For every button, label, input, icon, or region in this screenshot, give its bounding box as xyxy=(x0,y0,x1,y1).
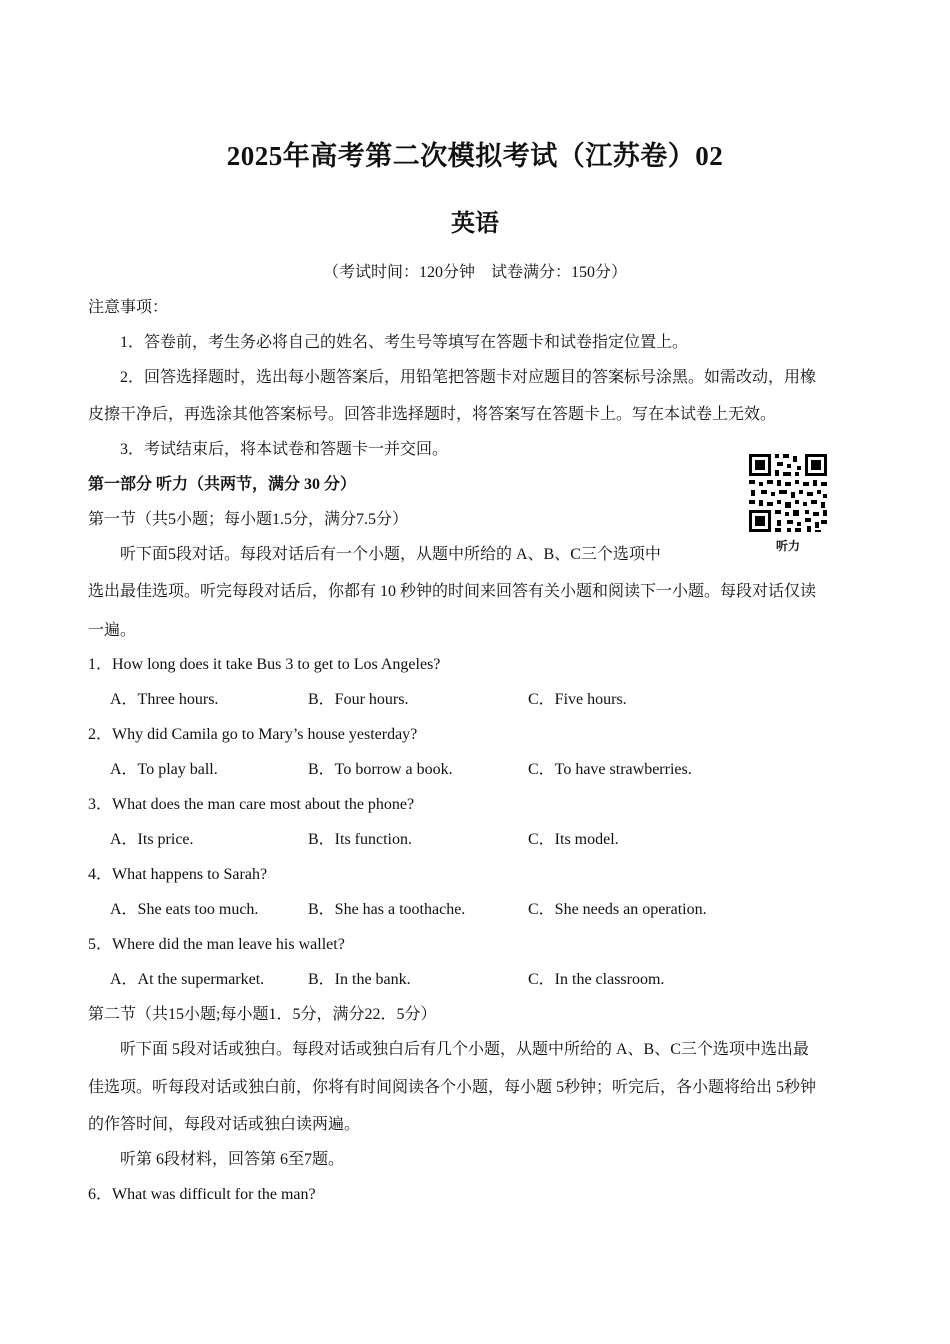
section2-intro-line-3: 的作答时间，每段对话或独白读两遍。 xyxy=(88,1116,361,1133)
option-c: C．To have strawberries. xyxy=(528,761,692,778)
question-stem: 3．What does the man care most about the phone? xyxy=(88,796,415,813)
qr-code-label: 听力 xyxy=(775,539,800,553)
section2-heading: 第二节（共15小题;每小题1．5分，满分22．5分） xyxy=(88,1006,437,1023)
section2-intro-line-2: 佳选项。听每段对话或独白前，你将有时间阅读各个小题，每小题 5秒钟；听完后，各小题将给出 5秒钟 xyxy=(88,1079,817,1096)
notes-heading: 注意事项： xyxy=(88,299,169,316)
part1-heading: 第一部分 听力（共两节，满分 30 分） xyxy=(88,476,357,493)
section1-intro-line-2: 选出最佳选项。听完每段对话后，你都有 10 秒钟的时间来回答有关小题和阅读下一小题。每段对话仅读 xyxy=(88,583,817,600)
option-a: A．At the supermarket. xyxy=(110,971,265,988)
section1-intro-line-1: 听下面5段对话。每段对话后有一个小题，从题中所给的 A、B、C三个选项中 xyxy=(120,546,661,563)
notes-item-1: 1．答卷前，考生务必将自己的姓名、考生号等填写在答题卡和试卷指定位置上。 xyxy=(120,334,689,351)
section2-intro-line-1: 听下面 5段对话或独白。每段对话或独白后有几个小题，从题中所给的 A、B、C三个选项中选出最 xyxy=(120,1041,809,1058)
material-instruction: 听第 6段材料，回答第 6至7题。 xyxy=(120,1151,345,1168)
option-b: B．To borrow a book. xyxy=(308,761,453,778)
question-stem: 5．Where did the man leave his wallet? xyxy=(88,936,345,953)
question-stem: 6．What was difficult for the man? xyxy=(88,1186,316,1203)
qr-code-image xyxy=(747,452,829,534)
option-a: A．Its price. xyxy=(110,831,194,848)
question-stem: 1．How long does it take Bus 3 to get to Los Angeles? xyxy=(88,656,441,673)
subject-title: 英语 xyxy=(451,211,499,237)
option-b: B．Four hours. xyxy=(308,691,409,708)
question-stem: 4．What happens to Sarah? xyxy=(88,866,268,883)
section1-intro-line-3: 一遍。 xyxy=(88,622,137,639)
option-c: C．Its model. xyxy=(528,831,619,848)
question-stem: 2．Why did Camila go to Mary’s house yesterday? xyxy=(88,726,418,743)
option-c: C．In the classroom. xyxy=(528,971,665,988)
notes-item-3: 3．考试结束后，将本试卷和答题卡一并交回。 xyxy=(120,441,449,458)
option-a: A．Three hours. xyxy=(110,691,219,708)
notes-item-2-line-2: 皮擦干净后，再选涂其他答案标号。回答非选择题时，将答案写在答题卡上。写在本试卷上无效。 xyxy=(88,406,777,423)
section1-heading: 第一节（共5小题；每小题1.5分，满分7.5分） xyxy=(88,511,409,528)
option-c: C．She needs an operation. xyxy=(528,901,707,918)
option-c: C．Five hours. xyxy=(528,691,627,708)
option-a: A．To play ball. xyxy=(110,761,218,778)
option-b: B．Its function. xyxy=(308,831,412,848)
option-a: A．She eats too much. xyxy=(110,901,259,918)
exam-info: （考试时间：120分钟 试卷满分：150分） xyxy=(322,264,627,281)
page-title: 2025年高考第二次模拟考试（江苏卷）02 xyxy=(226,141,724,171)
notes-item-2-line-1: 2．回答选择题时，选出每小题答案后，用铅笔把答题卡对应题目的答案标号涂黑。如需改动，用橡 xyxy=(120,369,817,386)
option-b: B．She has a toothache. xyxy=(308,901,466,918)
option-b: B．In the bank. xyxy=(308,971,411,988)
